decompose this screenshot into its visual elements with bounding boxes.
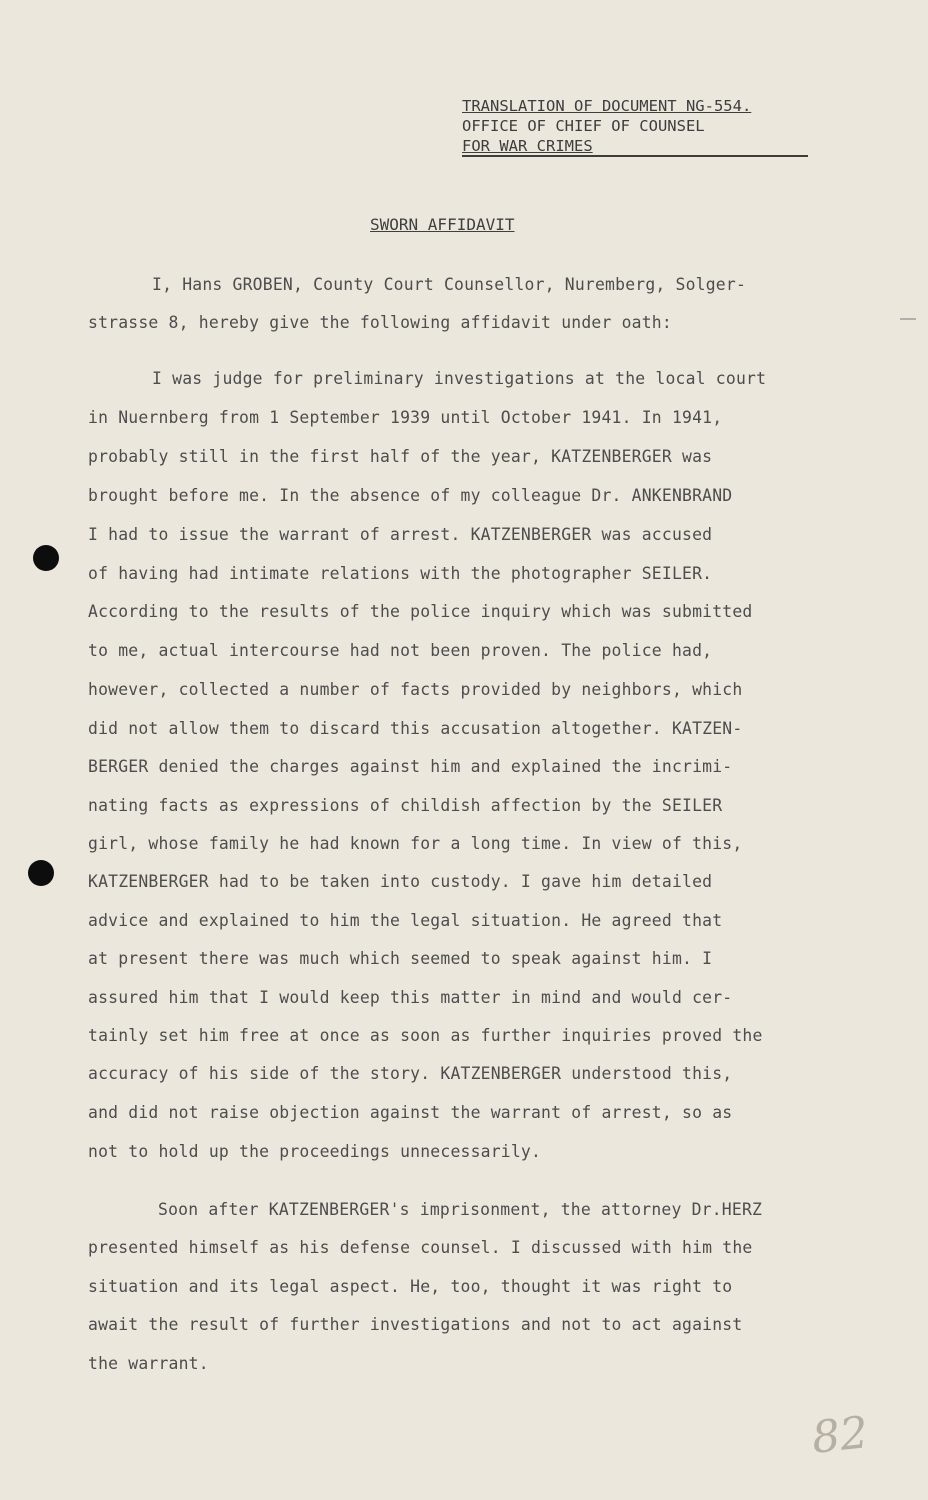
paragraph-2-line-5: I had to issue the warrant of arrest. KATZENBERGER was accused — [88, 525, 713, 544]
paragraph-2-line-10: did not allow them to discard this accusation altogether. KATZEN- — [88, 719, 743, 738]
paragraph-2-line-2: in Nuernberg from 1 September 1939 until October 1941. In 1941, — [88, 408, 723, 427]
punch-hole-bottom — [28, 860, 54, 886]
paragraph-2-line-7: According to the results of the police inquiry which was submitted — [88, 602, 753, 621]
paragraph-3-line-5: the warrant. — [88, 1354, 209, 1373]
paragraph-2-line-12: nating facts as expressions of childish affection by the SEILER — [88, 796, 723, 815]
paragraph-2-line-17: assured him that I would keep this matter in mind and would cer- — [88, 988, 733, 1007]
paragraph-2-line-11: BERGER denied the charges against him and explained the incrimi- — [88, 757, 733, 776]
paragraph-2-line-3: probably still in the first half of the year, KATZENBERGER was — [88, 447, 713, 466]
paragraph-2-line-16: at present there was much which seemed to speak against him. I — [88, 949, 713, 968]
paragraph-2-line-6: of having had intimate relations with the photographer SEILER. — [88, 564, 713, 583]
header-underline — [462, 155, 808, 157]
paragraph-3-line-4: await the result of further investigations and not to act against — [88, 1315, 743, 1334]
paragraph-2-line-8: to me, actual intercourse had not been proven. The police had, — [88, 641, 713, 660]
paragraph-2-line-9: however, collected a number of facts provided by neighbors, which — [88, 680, 743, 699]
header-line-1: TRANSLATION OF DOCUMENT NG-554. — [462, 97, 752, 115]
paragraph-2-line-14: KATZENBERGER had to be taken into custody. I gave him detailed — [88, 872, 713, 891]
paragraph-2-line-15: advice and explained to him the legal situation. He agreed that — [88, 911, 723, 930]
header-line-3: FOR WAR CRIMES — [462, 137, 593, 155]
punch-hole-top — [33, 545, 59, 571]
document-title: SWORN AFFIDAVIT — [370, 215, 515, 234]
header-line-2: OFFICE OF CHIEF OF COUNSEL — [462, 117, 705, 135]
paragraph-2-line-4: brought before me. In the absence of my colleague Dr. ANKENBRAND — [88, 486, 733, 505]
paragraph-2-line-18: tainly set him free at once as soon as further inquiries proved the — [88, 1026, 763, 1045]
paragraph-2-line-13: girl, whose family he had known for a long time. In view of this, — [88, 834, 743, 853]
handwritten-page-number: 82 — [809, 1407, 871, 1464]
paragraph-3-line-3: situation and its legal aspect. He, too, thought it was right to — [88, 1277, 733, 1296]
paragraph-3-line-1: Soon after KATZENBERGER's imprisonment, the attorney Dr.HERZ — [158, 1200, 763, 1219]
margin-mark — [900, 318, 916, 320]
paragraph-2-line-21: not to hold up the proceedings unnecessarily. — [88, 1142, 542, 1161]
paragraph-2-line-20: and did not raise objection against the warrant of arrest, so as — [88, 1103, 733, 1122]
paragraph-3-line-2: presented himself as his defense counsel. I discussed with him the — [88, 1238, 753, 1257]
paragraph-2-line-19: accuracy of his side of the story. KATZENBERGER understood this, — [88, 1064, 733, 1083]
paragraph-1-line-2: strasse 8, hereby give the following affidavit under oath: — [88, 313, 672, 332]
paragraph-2-line-1: I was judge for preliminary investigations at the local court — [152, 369, 767, 388]
paragraph-1-line-1: I, Hans GROBEN, County Court Counsellor, Nuremberg, Solger- — [152, 275, 747, 294]
document-header — [462, 96, 751, 156]
